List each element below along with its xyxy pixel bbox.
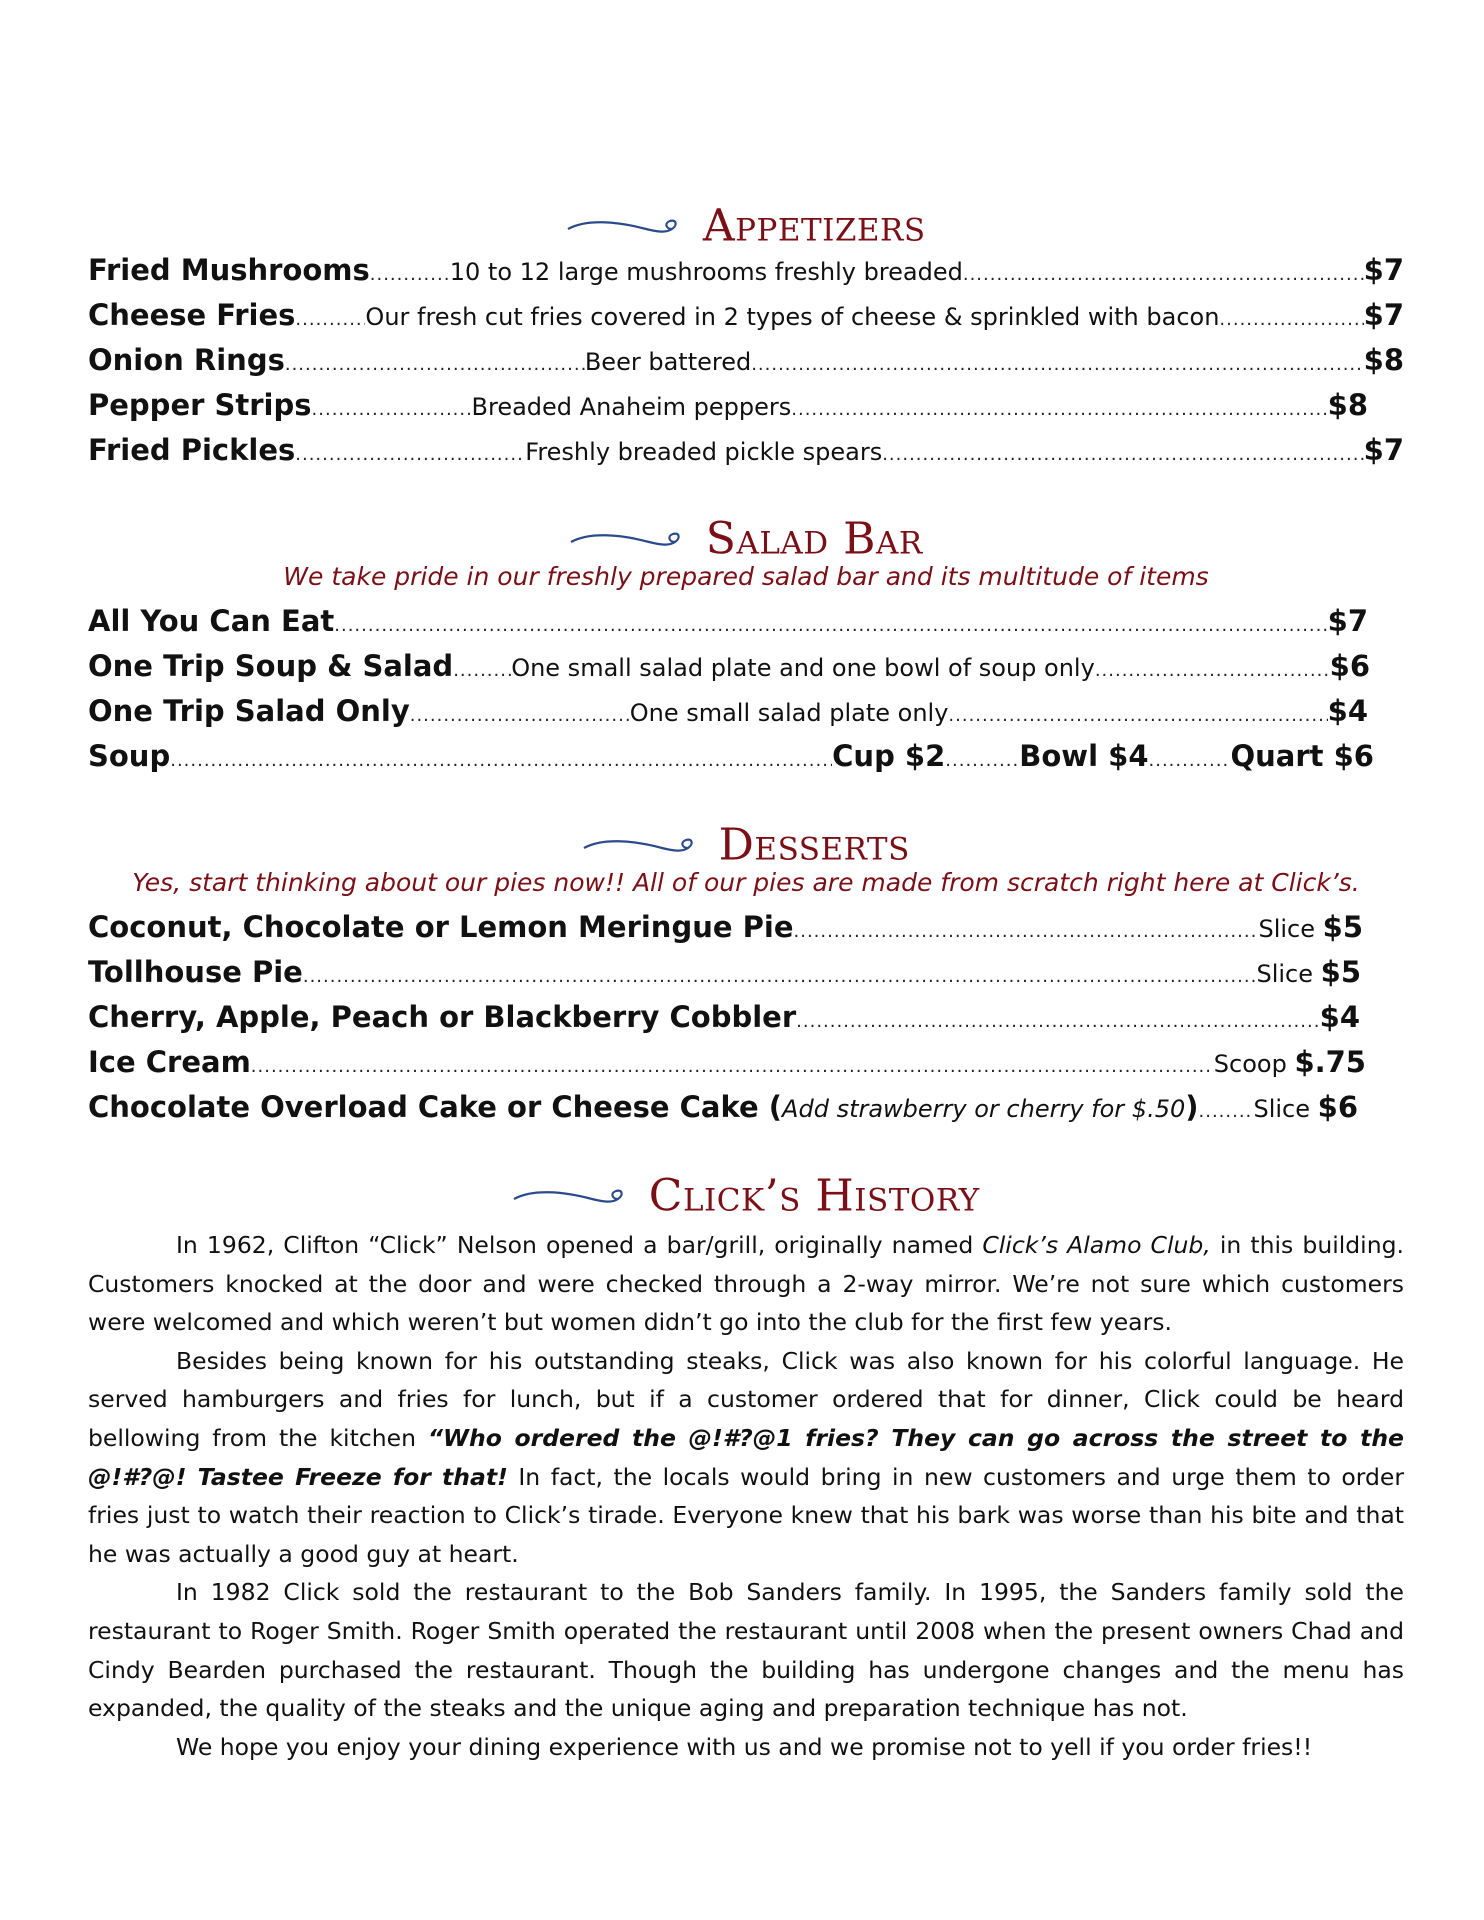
- soup-quart-price: Quart $6: [1230, 739, 1374, 773]
- item-price: $7: [1363, 433, 1404, 467]
- item-name: Fried Mushrooms: [88, 253, 370, 287]
- click-quote: “Who ordered the @!#?@1 fries? They can go across the street to the @!#?@! Tastee Freeze for that!: [88, 1423, 1404, 1491]
- item-description: One small salad plate and one bowl of soup only: [511, 654, 1095, 682]
- soup-cup-price: Cup $2: [832, 739, 946, 773]
- swirl-ornament-icon: [582, 834, 700, 858]
- item-price: $5: [1322, 910, 1363, 944]
- leader-dots: [882, 432, 1363, 477]
- leader-dots: [303, 954, 1257, 999]
- item-name: Onion Rings: [88, 343, 285, 377]
- item-price: $7: [1363, 298, 1404, 332]
- appetizers-heading: Appetizers: [88, 200, 1404, 248]
- item-price: $4: [1319, 1000, 1360, 1034]
- leader-dots: [410, 693, 630, 738]
- menu-item: [88, 1040, 1366, 1085]
- soup-bowl-price: Bowl $4: [1019, 739, 1149, 773]
- menu-content: [88, 200, 1404, 1766]
- item-price: $4: [1327, 694, 1368, 728]
- item-unit: Scoop: [1213, 1050, 1287, 1078]
- item-name: Cheese Fries: [88, 298, 296, 332]
- menu-item: [88, 995, 1360, 1040]
- item-name: Chocolate Overload Cake or Cheese Cake: [88, 1090, 759, 1124]
- leader-dots: [251, 1044, 1214, 1089]
- history-section: [88, 1170, 1404, 1766]
- history-text: [88, 1226, 1404, 1766]
- item-price: $.75: [1294, 1045, 1366, 1079]
- menu-item: [88, 644, 1370, 689]
- leader-dots: [334, 603, 1327, 648]
- swirl-ornament-icon: [566, 215, 684, 239]
- item-name: Ice Cream: [88, 1045, 251, 1079]
- leader-dots: [285, 342, 585, 387]
- leader-dots: [751, 342, 1363, 387]
- leader-dots: [1149, 738, 1231, 783]
- menu-item: [88, 293, 1404, 338]
- item-description: Our fresh cut fries covered in 2 types of cheese & sprinkled with bacon: [365, 303, 1220, 331]
- menu-item: Chocolate Overload Cake or Cheese Cake ( Add strawberry or cherry for $.50 ) ..... Slice $6: [88, 1085, 1358, 1130]
- item-description: Breaded Anaheim peppers: [471, 393, 792, 421]
- salad-bar-section: [88, 513, 1404, 779]
- item-price: $6: [1329, 649, 1370, 683]
- item-name: Tollhouse Pie: [88, 955, 303, 989]
- menu-item: [88, 383, 1368, 428]
- leader-dots: [948, 693, 1327, 738]
- leader-dots: [945, 738, 1019, 783]
- item-name: Pepper Strips: [88, 388, 312, 422]
- item-name: One Trip Soup & Salad: [88, 649, 454, 683]
- history-paragraph: In 1982 Click sold the restaurant to the Bob Sanders family. In 1995, the Sanders family sold the restaurant to Roger Smith. Roger Smith operated the restaurant until 2008 when the present owners Chad and Cindy Bearden purchased the restaurant. Though the building has undergone changes and the menu has expanded, the quality of the steaks and the unique aging and preparation technique has not.: [88, 1578, 1404, 1723]
- item-name: Coconut, Chocolate or Lemon Meringue Pie: [88, 910, 794, 944]
- item-name: Fried Pickles: [88, 433, 296, 467]
- history-paragraph: In 1962, Clifton “Click” Nelson opened a bar/grill, originally named Click’s Alamo Club, in this building. Customers knocked at the door and were checked through a 2-way mirror. We’re not sure which customers were welcomed and which weren’t but women didn’t go into the club for the first few years.: [88, 1231, 1404, 1337]
- item-price: $5: [1320, 955, 1361, 989]
- salad-bar-heading: Salad Bar: [88, 513, 1404, 561]
- item-name: All You Can Eat: [88, 604, 335, 638]
- menu-item: [88, 428, 1404, 473]
- item-name: Cherry, Apple, Peach or Blackberry Cobbler: [88, 1000, 797, 1034]
- appetizers-section: [88, 200, 1404, 473]
- desserts-section: [88, 819, 1404, 1130]
- item-description: Freshly breaded pickle spears: [525, 438, 883, 466]
- menu-item: [88, 950, 1361, 995]
- item-price: $7: [1327, 604, 1368, 638]
- item-price: $7: [1363, 253, 1404, 287]
- leader-dots: [791, 387, 1327, 432]
- desserts-tagline: Yes, start thinking about our pies now!! All of our pies are made from scratch right here at Click’s.: [132, 868, 1360, 897]
- item-description: One small salad plate only: [629, 699, 949, 727]
- item-price: $8: [1327, 388, 1368, 422]
- leader-dots: [170, 738, 832, 783]
- item-price: $8: [1363, 343, 1404, 377]
- leader-dots: [1095, 648, 1330, 693]
- item-name: One Trip Salad Only: [88, 694, 410, 728]
- item-note: Add strawberry or cherry for $.50: [782, 1095, 1186, 1123]
- leader-dots: [796, 999, 1319, 1044]
- leader-dots: [312, 387, 472, 432]
- leader-dots: [370, 252, 450, 297]
- history-heading: Click’s History: [88, 1170, 1404, 1218]
- history-paragraph: Besides being known for his outstanding steaks, Click was also known for his colorful language. He served hamburgers and fries for lunch, but if a customer ordered that for dinner, Click could be heard bellowing from the kitchen “Who ordered the @!#?@1 fries? They can go across the street to the @!#?@! Tastee Freeze for that! In fact, the locals would bring in new customers and urge them to order fries just to watch their reaction to Click’s tirade. Everyone knew that his bark was worse than his bite and that he was actually a good guy at heart.: [88, 1346, 1405, 1568]
- swirl-ornament-icon: [512, 1185, 630, 1209]
- menu-item: [88, 248, 1404, 293]
- item-name: Soup: [88, 739, 171, 773]
- swirl-ornament-icon: [569, 528, 687, 552]
- menu-item: [88, 338, 1404, 383]
- item-description: Beer battered: [584, 348, 752, 376]
- menu-item: [88, 599, 1368, 644]
- salad-bar-tagline: We take pride in our freshly prepared salad bar and its multitude of items: [283, 562, 1209, 591]
- item-description: 10 to 12 large mushrooms freshly breaded: [449, 258, 963, 286]
- club-name: Click’s Alamo Club,: [982, 1231, 1211, 1259]
- leader-dots: [794, 909, 1259, 954]
- leader-dots: [1199, 1089, 1254, 1134]
- item-price: $6: [1317, 1090, 1358, 1124]
- leader-dots: [295, 432, 525, 477]
- leader-dots: [453, 648, 511, 693]
- item-unit: Slice: [1258, 915, 1315, 943]
- soup-item: [88, 734, 1374, 779]
- desserts-heading: Desserts: [88, 819, 1404, 867]
- history-paragraph: We hope you enjoy your dining experience with us and we promise not to yell if you order fries!!: [176, 1732, 1313, 1761]
- leader-dots: [1219, 297, 1363, 342]
- item-unit: Slice: [1253, 1095, 1310, 1123]
- leader-dots: [963, 252, 1364, 297]
- menu-item: [88, 905, 1363, 950]
- item-unit: Slice: [1256, 960, 1313, 988]
- menu-item: [88, 689, 1368, 734]
- leader-dots: [295, 297, 365, 342]
